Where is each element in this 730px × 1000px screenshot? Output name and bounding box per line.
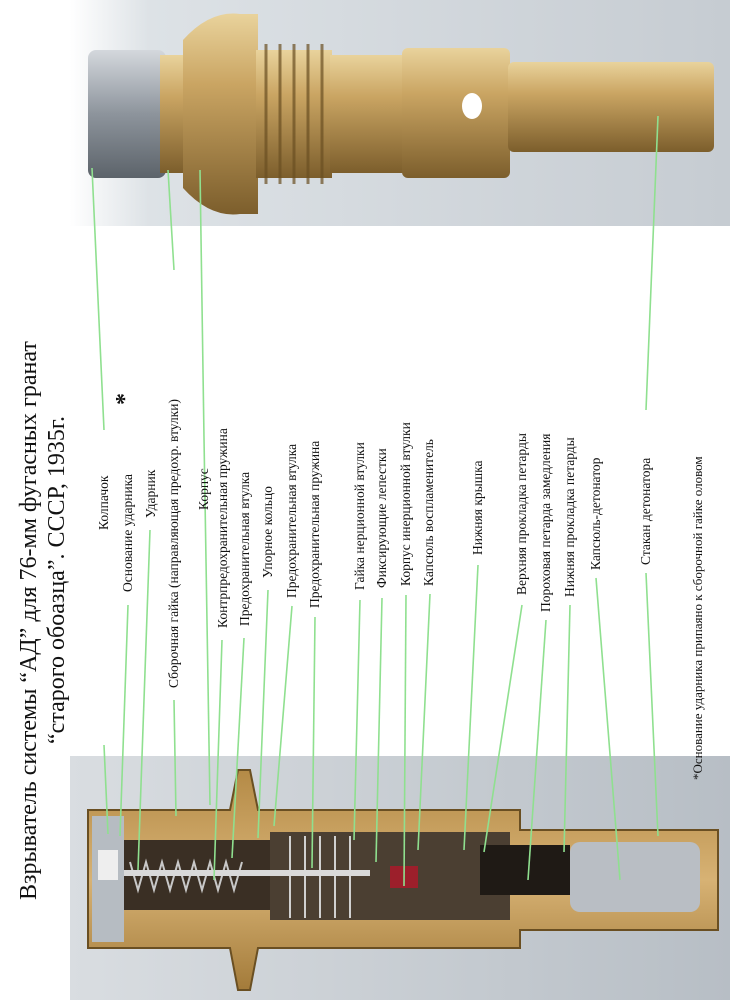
hole-mark xyxy=(462,93,482,119)
label-safety-sleeve-2: Предохранительная втулка xyxy=(284,443,299,598)
asterisk-mark: * xyxy=(112,393,138,405)
title-line-1: Взрыватель системы “АД” для 76-мм фугасных гранат xyxy=(16,341,42,900)
detonator-charge xyxy=(570,842,700,912)
label-detonator-cap: Капсюль-детонатор xyxy=(588,457,603,570)
label-fixing-petals: Фиксирующие лепестки xyxy=(374,448,389,588)
body-head-photo xyxy=(183,14,258,215)
label-counter-spring: Контрпредохранительная пружина xyxy=(215,428,230,628)
label-striker: Ударник xyxy=(143,469,158,518)
label-safety-spring: Предохранительная пружина xyxy=(307,440,322,608)
title-line-2: “старого обоазца”. СССР, 1935г. xyxy=(44,416,70,744)
label-stop-ring: Упорное кольцо xyxy=(260,486,275,578)
label-body: Корпус xyxy=(196,468,211,510)
firing-pin xyxy=(120,870,370,876)
label-assembly-nut: Сборочная гайка (направляющая предохр. втулки) xyxy=(166,399,181,688)
label-igniter-primer: Капсюль воспламенитель xyxy=(421,439,436,586)
label-safety-sleeve-1: Предохранительная втулка xyxy=(237,471,252,626)
label-striker-base: Основание ударника xyxy=(120,473,135,592)
footnote: *Основание ударника припаяно к сборочной гайке оловом xyxy=(690,456,705,780)
powder-pellet xyxy=(480,845,570,895)
detonator-tube-photo xyxy=(508,62,714,152)
cap-photo xyxy=(88,50,166,178)
label-upper-gasket: Верхняя прокладка петарды xyxy=(514,433,529,595)
label-inertia-nut: Гайка нерционной втулки xyxy=(352,442,367,590)
label-bottom-cover: Нижняя крышка xyxy=(470,460,485,555)
label-inertia-body: Корпус инерционной втулки xyxy=(398,422,413,586)
label-cap: Колпачок xyxy=(96,475,111,530)
body-cylinder-photo xyxy=(402,48,510,178)
label-powder-pellet: Пороховая петарда замедления xyxy=(538,433,553,612)
label-lower-gasket: Нижняя прокладка петарды xyxy=(562,437,577,597)
label-detonator-cup: Стакан детонатора xyxy=(638,457,653,565)
